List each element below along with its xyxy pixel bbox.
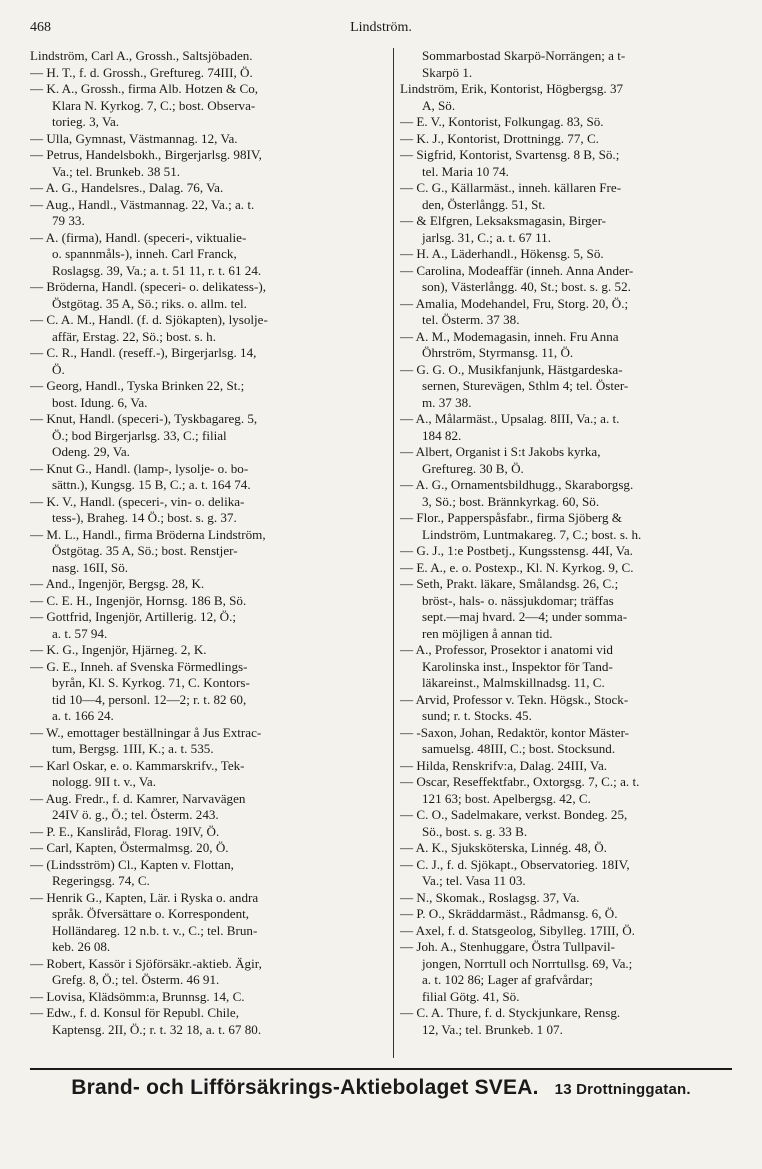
directory-line: jarlsg. 31, C.; a. t. 67 11. <box>422 229 551 245</box>
directory-line: — P. O., Skräddarmäst., Rådmansg. 6, Ö. <box>400 906 618 921</box>
directory-line: samuelsg. 48III, C.; bost. Stocksund. <box>422 741 616 756</box>
directory-line: a. t. 102 86; Lager af grafvårdar; <box>422 972 593 987</box>
directory-line: — E. V., Kontorist, Folkungag. 83, Sö. <box>400 114 604 129</box>
directory-line: — P. E., Kansliråd, Florag. 19IV, Ö. <box>30 823 220 839</box>
right-column <box>400 48 752 1038</box>
directory-line: A, Sö. <box>422 97 456 113</box>
directory-line: — A. G., Ornamentsbildhugg., Skaraborgsg. <box>400 477 634 492</box>
directory-line: — Aug. Fredr., f. d. Kamrer, Narvavägen <box>30 790 246 806</box>
directory-line: — Gottfrid, Ingenjör, Artillerig. 12, Ö.; <box>30 609 237 624</box>
directory-line: Lindström, Carl A., Grossh., Saltsjöbaden. <box>30 48 253 63</box>
directory-line: — -Saxon, Johan, Redaktör, kontor Mäster- <box>400 724 630 740</box>
directory-line: — Joh. A., Stenhuggare, Östra Tullpavil- <box>400 939 615 954</box>
directory-line: — Flor., Papperspåsfabr., firma Sjöberg & <box>400 510 622 525</box>
directory-line: — C. A. M., Handl. (f. d. Sjökapten), lysolje- <box>30 312 268 327</box>
directory-line: 184 82. <box>422 427 462 443</box>
directory-line: jongen, Norrtull och Norrtullsg. 69, Va.; <box>422 955 633 971</box>
directory-line: sept.—maj hvard. 2—4; under somma- <box>422 609 628 624</box>
directory-line: — Sigfrid, Kontorist, Svartensg. 8 B, Sö.; <box>400 147 620 162</box>
directory-line: Grefg. 8, Ö.; tel. Österm. 46 91. <box>52 972 220 987</box>
directory-line: son), Västerlångg. 40, St.; bost. s. g. 52. <box>422 279 631 294</box>
directory-line: — G. J., 1:e Postbetj., Kungsstensg. 44I, Va. <box>400 543 633 558</box>
directory-line: — C. A. Thure, f. d. Styckjunkare, Rensg. <box>400 1005 621 1020</box>
directory-line: Roslagsg. 39, Va.; a. t. 51 11, r. t. 61 24. <box>52 262 262 278</box>
page-number: 468 <box>30 20 51 35</box>
left-column <box>30 48 390 1038</box>
directory-line: bröst-, hals- o. nässjukdomar; träffas <box>422 592 614 608</box>
directory-line: — C. G., Källarmäst., inneh. källaren Fre- <box>400 180 622 195</box>
directory-line: bost. Idung. 6, Va. <box>52 394 148 410</box>
directory-line: — C. E. H., Ingenjör, Hornsg. 186 B, Sö. <box>30 592 247 608</box>
directory-line: — E. A., e. o. Postexp., Kl. N. Kyrkog. 9, C. <box>400 559 634 575</box>
directory-line: — Seth, Prakt. läkare, Smålandsg. 26, C.; <box>400 576 619 591</box>
directory-line: 79 33. <box>52 213 85 228</box>
directory-line: Sö., bost. s. g. 33 B. <box>422 823 528 839</box>
column-divider <box>393 48 394 1058</box>
directory-line: sund; r. t. Stocks. 45. <box>422 708 532 723</box>
directory-line: — (Lindsström) Cl., Kapten v. Flottan, <box>30 856 234 872</box>
directory-line: — C. J., f. d. Sjökapt., Observatorieg. 18IV, <box>400 856 630 872</box>
directory-line: Klara N. Kyrkog. 7, C.; bost. Observa- <box>52 97 256 113</box>
directory-line: nologg. 9II t. v., Va. <box>52 774 157 789</box>
directory-line: — Arvid, Professor v. Tekn. Högsk., Stock- <box>400 691 629 707</box>
running-head: Lindström. <box>350 20 412 35</box>
directory-line: — Hilda, Renskrifv:a, Dalag. 24III, Va. <box>400 757 608 773</box>
directory-line: — W., emottager beställningar å Jus Extrac- <box>30 724 262 740</box>
directory-line: — A. K., Sjuksköterska, Linnég. 48, Ö. <box>400 840 607 855</box>
directory-line: — Ulla, Gymnast, Västmannag. 12, Va. <box>30 130 238 146</box>
directory-line: Karolinska inst., Inspektor för Tand- <box>422 658 613 674</box>
directory-line: Va.; tel. Brunkeb. 38 51. <box>52 163 181 179</box>
directory-line: — A., Professor, Prosektor i anatomi vid <box>400 642 613 657</box>
directory-line: — Knut G., Handl. (lamp-, lysolje- o. bo- <box>30 460 249 476</box>
directory-line: — Petrus, Handelsbokh., Birgerjarlsg. 98IV, <box>30 147 262 162</box>
directory-line: keb. 26 08. <box>52 939 111 954</box>
directory-line: — H. A., Läderhandl., Hökensg. 5, Sö. <box>400 246 604 261</box>
directory-line: Östgötag. 35 A, Sö.; bost. Renstjer- <box>52 543 238 558</box>
directory-line: Östgötag. 35 A, Sö.; riks. o. allm. tel. <box>52 295 247 311</box>
directory-line: 12, Va.; tel. Brunkeb. 1 07. <box>422 1021 563 1037</box>
directory-line: — A. M., Modemagasin, inneh. Fru Anna <box>400 328 619 344</box>
directory-line: Regeringsg. 74, C. <box>52 873 150 888</box>
advertisement-banner <box>30 1068 732 1116</box>
directory-line: — Amalia, Modehandel, Fru, Storg. 20, Ö.; <box>400 295 629 311</box>
directory-line: — C. O., Sadelmakare, verkst. Bondeg. 25, <box>400 807 628 822</box>
directory-line: tel. Maria 10 74. <box>422 163 509 179</box>
banner-text: Brand- och Lifförsäkrings-Aktiebolaget SVEA. <box>71 1076 539 1099</box>
directory-line: Lindström, Erik, Kontorist, Högbergsg. 37 <box>400 81 624 96</box>
directory-line: affär, Erstag. 22, Sö.; bost. s. h. <box>52 328 216 344</box>
directory-line: tid 10—4, personl. 12—2; r. t. 82 60, <box>52 691 247 707</box>
page-header <box>30 20 732 42</box>
directory-line: — A. (firma), Handl. (speceri-, viktualie- <box>30 229 247 245</box>
directory-line: torieg. 3, Va. <box>52 114 120 129</box>
directory-line: Odeng. 29, Va. <box>52 444 130 459</box>
directory-line: — Henrik G., Kapten, Lär. i Ryska o. andra <box>30 889 259 905</box>
directory-line: Öhrström, Styrmansg. 11, Ö. <box>422 345 574 360</box>
directory-line: den, Österlångg. 51, St. <box>422 196 546 212</box>
directory-line: — Axel, f. d. Statsgeolog, Sibylleg. 17III, Ö. <box>400 922 635 938</box>
directory-line: — And., Ingenjör, Bergsg. 28, K. <box>30 576 205 591</box>
directory-line: tel. Österm. 37 38. <box>422 312 520 327</box>
directory-line: sättn.), Kungsg. 15 B, C.; a. t. 164 74. <box>52 477 251 492</box>
directory-line: — Lovisa, Klädsömm:a, Brunnsg. 14, C. <box>30 988 245 1004</box>
directory-line: — Robert, Kassör i Sjöförsäkr.-aktieb. Ägir, <box>30 955 262 971</box>
directory-line: — K. G., Ingenjör, Hjärneg. 2, K. <box>30 642 207 657</box>
directory-line: Lindström, Luntmakareg. 7, C.; bost. s. h. <box>422 526 642 542</box>
directory-line: — Oscar, Reseffektfabr., Oxtorgsg. 7, C.; a. t. <box>400 774 640 789</box>
directory-line: — Karl Oskar, e. o. Kammarskrifv., Tek- <box>30 757 245 773</box>
directory-line: — K. J., Kontorist, Drottningg. 77, C. <box>400 130 599 146</box>
directory-line: byrån, Kl. S. Kyrkog. 71, C. Kontors- <box>52 675 250 690</box>
directory-line: — Georg, Handl., Tyska Brinken 22, St.; <box>30 378 245 393</box>
directory-line: a. t. 57 94. <box>52 625 108 641</box>
directory-line: ren möjligen å annan tid. <box>422 625 553 641</box>
directory-line: — G. E., Inneh. af Svenska Förmedlings- <box>30 658 248 674</box>
directory-line: tess-), Braheg. 14 Ö.; bost. s. g. 37. <box>52 510 237 525</box>
directory-line: — M. L., Handl., firma Bröderna Lindström, <box>30 526 266 542</box>
directory-line: — & Elfgren, Leksaksmagasin, Birger- <box>400 213 607 228</box>
directory-line: — K. A., Grossh., firma Alb. Hotzen & Co, <box>30 81 259 96</box>
directory-line: Greftureg. 30 B, Ö. <box>422 460 524 476</box>
directory-line: — Carolina, Modeaffär (inneh. Anna Ander- <box>400 262 634 278</box>
directory-line: tum, Bergsg. 1III, K.; a. t. 535. <box>52 741 214 756</box>
directory-line: språk. Öfversättare o. Korrespondent, <box>52 906 250 921</box>
directory-line: — A. G., Handelsres., Dalag. 76, Va. <box>30 180 224 195</box>
directory-line: a. t. 166 24. <box>52 708 114 723</box>
directory-line: läkareinst., Malmskillnadsg. 11, C. <box>422 675 605 690</box>
directory-line: — C. R., Handl. (reseff.-), Birgerjarlsg. 14, <box>30 345 257 360</box>
banner-address: 13 Drottninggatan. <box>554 1081 691 1098</box>
directory-line: Ö.; bod Birgerjarlsg. 33, C.; filial <box>52 427 227 443</box>
directory-line: Skarpö 1. <box>422 64 473 80</box>
directory-line: — G. G. O., Musikfanjunk, Hästgardeska- <box>400 361 623 377</box>
directory-line: — A., Målarmäst., Upsalag. 8III, Va.; a. t. <box>400 411 620 426</box>
directory-line: Kaptensg. 2II, Ö.; r. t. 32 18, a. t. 67 80. <box>52 1021 262 1037</box>
directory-line: — Albert, Organist i S:t Jakobs kyrka, <box>400 444 601 459</box>
directory-line: — Aug., Handl., Västmannag. 22, Va.; a. t. <box>30 196 255 212</box>
directory-line: — H. T., f. d. Grossh., Greftureg. 74III, Ö. <box>30 64 253 80</box>
directory-line: — K. V., Handl. (speceri-, vin- o. delika- <box>30 493 245 509</box>
directory-line: 24IV ö. g., Ö.; tel. Österm. 243. <box>52 807 219 822</box>
directory-line: 121 63; bost. Apelbergsg. 42, C. <box>422 790 591 806</box>
directory-line: — Bröderna, Handl. (speceri- o. delikatess-), <box>30 279 266 294</box>
directory-line: Holländareg. 12 n.b. t. v., C.; tel. Brun- <box>52 922 258 938</box>
directory-line: — Knut, Handl. (speceri-), Tyskbagareg. 5, <box>30 411 258 426</box>
directory-line: — Edw., f. d. Konsul för Republ. Chile, <box>30 1005 239 1020</box>
directory-line: filial Götg. 41, Sö. <box>422 988 520 1004</box>
directory-line: sernen, Sturevägen, Sthlm 4; tel. Öster- <box>422 378 629 393</box>
directory-line: Ö. <box>52 361 65 377</box>
directory-line: Va.; tel. Vasa 11 03. <box>422 873 526 888</box>
directory-line: Sommarbostad Skarpö-Norrängen; a t- <box>422 48 626 63</box>
directory-line: nasg. 16II, Sö. <box>52 559 129 575</box>
directory-line: — N., Skomak., Roslagsg. 37, Va. <box>400 889 580 905</box>
directory-line: 3, Sö.; bost. Brännkyrkag. 60, Sö. <box>422 493 600 509</box>
directory-line: m. 37 38. <box>422 394 472 410</box>
directory-line: o. spannmåls-), inneh. Carl Franck, <box>52 246 237 261</box>
directory-line: — Carl, Kapten, Östermalmsg. 20, Ö. <box>30 840 229 855</box>
